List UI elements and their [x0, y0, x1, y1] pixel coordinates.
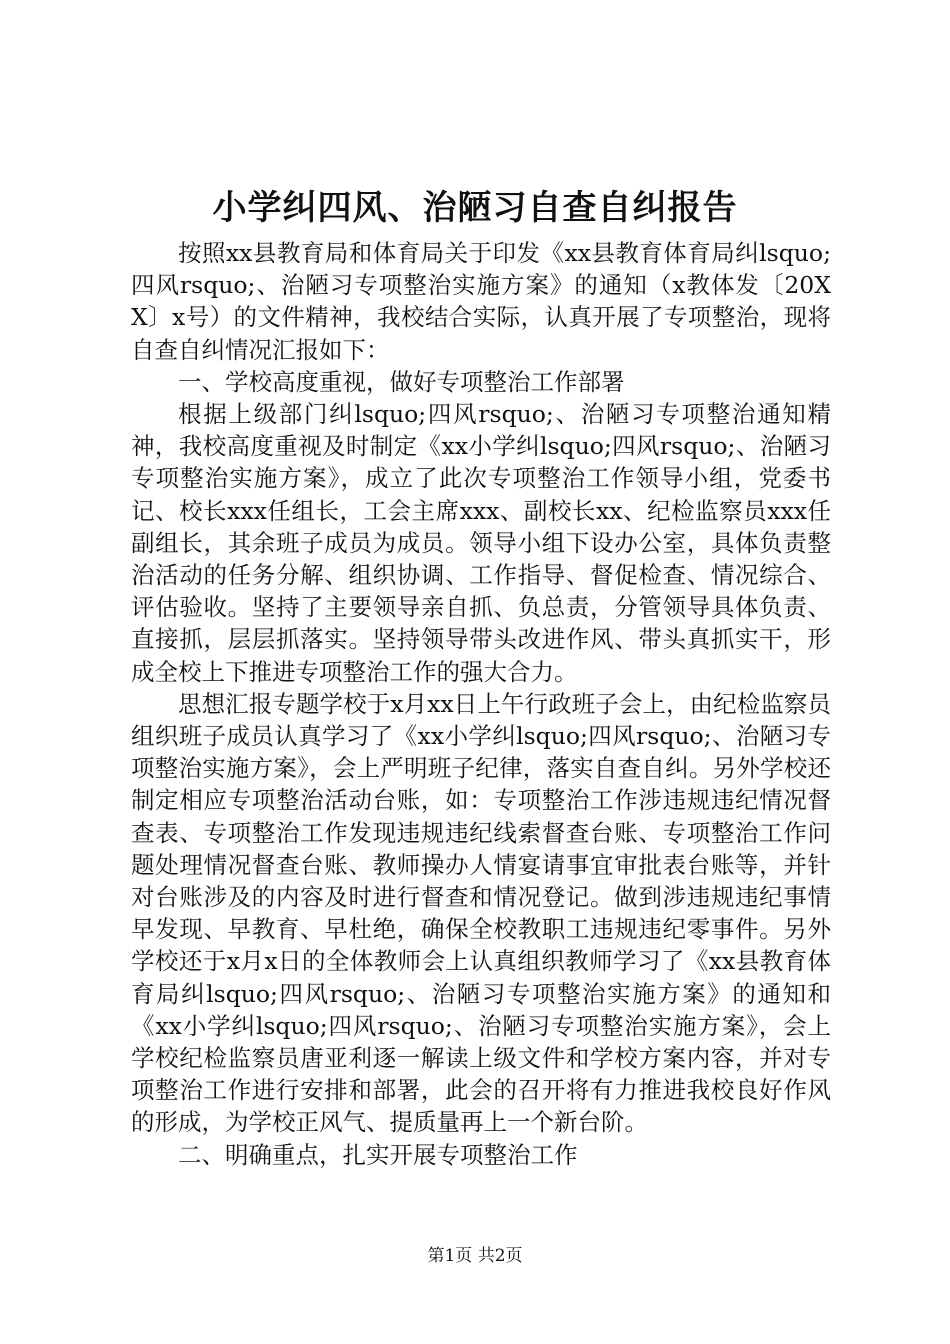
section-1-paragraph-1: 根据上级部门纠lsquo;四风rsquo;、治陋习专项整治通知精神，我校高度重视及时制定《xx小学纠lsquo;四风rsquo;、治陋习专项整治实施方案》，成立了此次专项整治工作领导小组，党委书记、校长xxx任组长，工会主席xxx、副校长xx、纪检监察员xxx任副组长，其余班子成员为成员。领导小组下设办公室，具体负责整治活动的任务分解、组织协调、工作指导、督促检查、情况综合、评估验收。坚持了主要领导亲自抓、负总责，分管领导具体负责、直接抓，层层抓落实。坚持领导带头改进作风、带头真抓实干，形成全校上下推进专项整治工作的强大合力。: [131, 400, 831, 686]
document-body: [131, 237, 831, 1171]
section-heading-1: 一、学校高度重视，做好专项整治工作部署: [178, 367, 625, 396]
intro-paragraph: 按照xx县教育局和体育局关于印发《xx县教育体育局纠lsquo;四风rsquo;、治陋习专项整治实施方案》的通知（x教体发〔20XX〕x号）的文件精神，我校结合实际，认真开展了专项整治，现将自查自纠情况汇报如下：: [131, 239, 831, 364]
document-title: 小学纠四风、治陋习自查自纠报告: [212, 188, 738, 228]
section-heading-2: 二、明确重点，扎实开展专项整治工作: [178, 1140, 578, 1169]
page-number-footer: 第1页 共2页: [427, 1246, 523, 1266]
section-1-paragraph-2: 思想汇报专题学校于x月xx日上午行政班子会上，由纪检监察员组织班子成员认真学习了《xx小学纠lsquo;四风rsquo;、治陋习专项整治实施方案》，会上严明班子纪律，落实自查自纠。另外学校还制定相应专项整治活动台账，如：专项整治工作涉违规违纪情况督查表、专项整治工作发现违规违纪线索督查台账、专项整治工作问题处理情况督查台账、教师操办人情宴请事宜审批表台账等，并针对台账涉及的内容及时进行督查和情况登记。做到涉违规违纪事情早发现、早教育、早杜绝，确保全校教职工违规违纪零事件。另外学校还于x月x日的全体教师会上认真组织教师学习了《xx县教育体育局纠lsquo;四风rsquo;、治陋习专项整治实施方案》的通知和《xx小学纠lsquo;四风rsquo;、治陋习专项整治实施方案》，会上学校纪检监察员唐亚利逐一解读上级文件和学校方案内容，并对专项整治工作进行安排和部署，此会的召开将有力推进我校良好作风的形成，为学校正风气、提质量再上一个新台阶。: [131, 689, 831, 1137]
